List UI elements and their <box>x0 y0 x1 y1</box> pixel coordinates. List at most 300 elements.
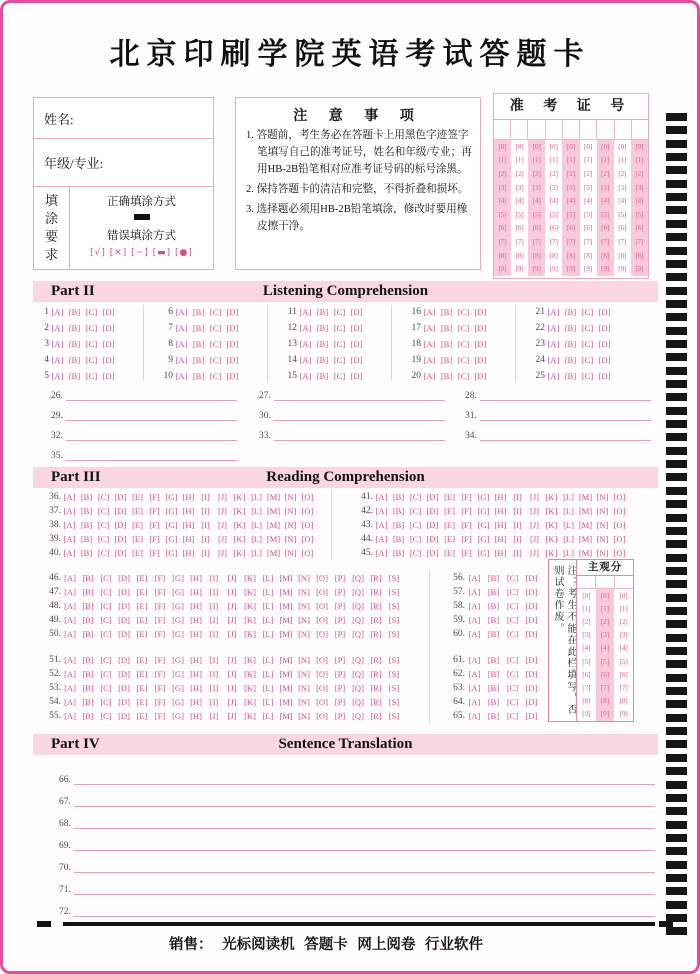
bubble-2-D[interactable]: [D] <box>102 323 115 333</box>
bubble-52-C[interactable]: [C] <box>100 669 112 679</box>
adm-col2-digit-6[interactable]: [6] <box>515 224 524 233</box>
bubble-43-K[interactable]: [K] <box>545 520 558 530</box>
bubble-47-P[interactable]: [P] <box>334 587 346 597</box>
bubble-48-N[interactable]: [N] <box>298 601 310 611</box>
bubble-55-G[interactable]: [G] <box>172 711 184 721</box>
bubble-43-H[interactable]: [H] <box>494 520 507 530</box>
answer-line-26[interactable] <box>66 400 237 401</box>
answer-line-70[interactable] <box>74 872 655 873</box>
bubble-39-C[interactable]: [C] <box>97 534 110 544</box>
bubble-52-I[interactable]: [I] <box>209 669 219 679</box>
bubble-51-L[interactable]: [L] <box>262 655 274 665</box>
bubble-52-G[interactable]: [G] <box>172 669 184 679</box>
bubble-36-F[interactable]: [F] <box>149 492 160 502</box>
subj-col3-digit-4[interactable]: [4] <box>619 644 628 653</box>
bubble-53-A[interactable]: [A] <box>64 683 76 693</box>
bubble-17-C[interactable]: [C] <box>457 323 470 333</box>
bubble-45-A[interactable]: [A] <box>375 548 388 558</box>
bubble-21-D[interactable]: [D] <box>598 307 611 317</box>
bubble-37-M[interactable]: [M] <box>266 506 281 516</box>
bubble-3-C[interactable]: [C] <box>85 339 98 349</box>
bubble-46-O[interactable]: [O] <box>316 573 328 583</box>
bubble-47-L[interactable]: [L] <box>262 587 274 597</box>
adm-write-cell-1[interactable] <box>494 120 511 139</box>
bubble-50-I[interactable]: [I] <box>209 629 219 639</box>
bubble-16-C[interactable]: [C] <box>457 307 470 317</box>
subj-col2-digit-1[interactable]: [1] <box>600 604 610 613</box>
bubble-25-A[interactable]: [A] <box>547 371 560 381</box>
subj-col1-digit-4[interactable]: [4] <box>582 644 591 653</box>
bubble-55-C[interactable]: [C] <box>100 711 112 721</box>
bubble-52-B[interactable]: [B] <box>82 669 94 679</box>
bubble-42-B[interactable]: [B] <box>392 506 405 516</box>
bubble-42-C[interactable]: [C] <box>409 506 422 516</box>
answer-line-68[interactable] <box>74 828 655 829</box>
bubble-14-A[interactable]: [A] <box>299 355 312 365</box>
bubble-21-B[interactable]: [B] <box>564 307 577 317</box>
adm-write-cell-6[interactable] <box>580 120 597 139</box>
bubble-19-C[interactable]: [C] <box>457 355 470 365</box>
bubble-54-Q[interactable]: [Q] <box>352 697 364 707</box>
bubble-55-N[interactable]: [N] <box>298 711 310 721</box>
bubble-11-A[interactable]: [A] <box>299 307 312 317</box>
bubble-49-J[interactable]: [J] <box>227 615 237 625</box>
bubble-48-A[interactable]: [A] <box>64 601 76 611</box>
adm-col4-digit-8[interactable]: [8] <box>549 251 558 260</box>
bubble-55-J[interactable]: [J] <box>227 711 237 721</box>
bubble-56-A[interactable]: [A] <box>468 573 481 583</box>
bubble-53-M[interactable]: [M] <box>279 683 293 693</box>
bubble-37-O[interactable]: [O] <box>301 506 314 516</box>
adm-col6-digit-7[interactable]: [7] <box>584 237 593 246</box>
bubble-52-J[interactable]: [J] <box>227 669 237 679</box>
bubble-47-R[interactable]: [R] <box>370 587 382 597</box>
bubble-64-C[interactable]: [C] <box>506 697 519 707</box>
bubble-47-B[interactable]: [B] <box>82 587 94 597</box>
bubble-42-E[interactable]: [E] <box>444 506 455 516</box>
bubble-61-A[interactable]: [A] <box>468 655 481 665</box>
bubble-44-C[interactable]: [C] <box>409 534 422 544</box>
bubble-47-C[interactable]: [C] <box>100 587 112 597</box>
bubble-46-N[interactable]: [N] <box>298 573 310 583</box>
bubble-48-E[interactable]: [E] <box>136 601 148 611</box>
bubble-40-N[interactable]: [N] <box>284 548 297 558</box>
adm-col2-digit-0[interactable]: [0] <box>515 142 524 151</box>
bubble-41-O[interactable]: [O] <box>613 492 626 502</box>
bubble-38-A[interactable]: [A] <box>63 520 76 530</box>
bubble-17-B[interactable]: [B] <box>440 323 453 333</box>
bubble-11-D[interactable]: [D] <box>350 307 363 317</box>
subj-col1-digit-8[interactable]: [8] <box>582 697 591 706</box>
adm-col8-digit-9[interactable]: [9] <box>618 265 627 274</box>
bubble-12-B[interactable]: [B] <box>316 323 329 333</box>
name-field[interactable] <box>34 98 213 139</box>
adm-col6-digit-1[interactable]: [1] <box>584 156 593 165</box>
bubble-44-O[interactable]: [O] <box>613 534 626 544</box>
bubble-41-J[interactable]: [J] <box>530 492 539 502</box>
bubble-25-C[interactable]: [C] <box>581 371 594 381</box>
bubble-19-D[interactable]: [D] <box>474 355 487 365</box>
bubble-65-A[interactable]: [A] <box>468 711 481 721</box>
adm-col9-digit-1[interactable]: [1] <box>635 156 644 165</box>
bubble-56-B[interactable]: [B] <box>487 573 500 583</box>
bubble-59-B[interactable]: [B] <box>487 615 500 625</box>
subj-write-cell-2[interactable] <box>596 576 615 588</box>
subj-col1-digit-5[interactable]: [5] <box>582 657 591 666</box>
bubble-46-R[interactable]: [R] <box>370 573 382 583</box>
subj-col1-digit-3[interactable]: [3] <box>582 631 591 640</box>
bubble-50-N[interactable]: [N] <box>298 629 310 639</box>
adm-col1-digit-5[interactable]: [5] <box>498 210 507 219</box>
bubble-60-A[interactable]: [A] <box>468 629 481 639</box>
bubble-39-D[interactable]: [D] <box>114 534 127 544</box>
bubble-40-C[interactable]: [C] <box>97 548 110 558</box>
bubble-54-F[interactable]: [F] <box>154 697 166 707</box>
bubble-49-R[interactable]: [R] <box>370 615 382 625</box>
bubble-61-B[interactable]: [B] <box>487 655 500 665</box>
bubble-48-Q[interactable]: [Q] <box>352 601 364 611</box>
adm-col8-digit-2[interactable]: [2] <box>618 169 627 178</box>
bubble-46-D[interactable]: [D] <box>118 573 130 583</box>
bubble-44-D[interactable]: [D] <box>426 534 439 544</box>
adm-write-cell-8[interactable] <box>615 120 632 139</box>
bubble-54-H[interactable]: [H] <box>190 697 202 707</box>
bubble-36-N[interactable]: [N] <box>284 492 297 502</box>
subj-col2-digit-2[interactable]: [2] <box>600 618 610 626</box>
bubble-17-D[interactable]: [D] <box>474 323 487 333</box>
bubble-60-C[interactable]: [C] <box>506 629 519 639</box>
bubble-52-P[interactable]: [P] <box>334 669 346 679</box>
adm-col3-digit-8[interactable]: [8] <box>532 251 541 260</box>
adm-col3-digit-5[interactable]: [5] <box>532 210 541 219</box>
bubble-38-B[interactable]: [B] <box>80 520 93 530</box>
adm-col6-digit-5[interactable]: [5] <box>584 210 593 219</box>
bubble-64-B[interactable]: [B] <box>487 697 500 707</box>
adm-col1-digit-7[interactable]: [7] <box>498 237 507 246</box>
bubble-6-D[interactable]: [D] <box>226 307 239 317</box>
bubble-43-E[interactable]: [E] <box>444 520 455 530</box>
adm-col4-digit-2[interactable]: [2] <box>549 169 558 178</box>
bubble-55-Q[interactable]: [Q] <box>352 711 364 721</box>
bubble-58-A[interactable]: [A] <box>468 601 481 611</box>
adm-col4-digit-1[interactable]: [1] <box>549 156 558 165</box>
bubble-39-F[interactable]: [F] <box>149 534 160 544</box>
bubble-44-N[interactable]: [N] <box>596 534 609 544</box>
bubble-45-H[interactable]: [H] <box>494 548 507 558</box>
bubble-62-D[interactable]: [D] <box>525 669 538 679</box>
subj-col2-digit-5[interactable]: [5] <box>600 657 610 666</box>
bubble-47-M[interactable]: [M] <box>279 587 293 597</box>
bubble-14-D[interactable]: [D] <box>350 355 363 365</box>
bubble-43-B[interactable]: [B] <box>392 520 405 530</box>
bubble-41-G[interactable]: [G] <box>477 492 490 502</box>
bubble-44-L[interactable]: [L] <box>563 534 574 544</box>
bubble-52-H[interactable]: [H] <box>190 669 202 679</box>
bubble-55-S[interactable]: [S] <box>388 711 400 721</box>
bubble-36-C[interactable]: [C] <box>97 492 110 502</box>
bubble-42-J[interactable]: [J] <box>530 506 539 516</box>
bubble-53-D[interactable]: [D] <box>118 683 130 693</box>
bubble-39-N[interactable]: [N] <box>284 534 297 544</box>
bubble-38-G[interactable]: [G] <box>165 520 178 530</box>
bubble-4-D[interactable]: [D] <box>102 355 115 365</box>
adm-col5-digit-6[interactable]: [6] <box>566 224 576 233</box>
subj-col3-digit-3[interactable]: [3] <box>619 631 628 640</box>
bubble-50-M[interactable]: [M] <box>279 629 293 639</box>
adm-col6-digit-3[interactable]: [3] <box>584 183 593 192</box>
bubble-54-S[interactable]: [S] <box>388 697 400 707</box>
adm-col8-digit-6[interactable]: [6] <box>618 224 627 233</box>
bubble-54-E[interactable]: [E] <box>136 697 148 707</box>
bubble-41-A[interactable]: [A] <box>375 492 388 502</box>
bubble-52-A[interactable]: [A] <box>64 669 76 679</box>
bubble-43-C[interactable]: [C] <box>409 520 422 530</box>
bubble-13-D[interactable]: [D] <box>350 339 363 349</box>
bubble-42-M[interactable]: [M] <box>578 506 593 516</box>
bubble-51-S[interactable]: [S] <box>388 655 400 665</box>
bubble-43-D[interactable]: [D] <box>426 520 439 530</box>
subj-col2-digit-8[interactable]: [8] <box>600 697 610 706</box>
bubble-41-I[interactable]: [I] <box>513 492 522 502</box>
bubble-46-H[interactable]: [H] <box>190 573 202 583</box>
bubble-41-E[interactable]: [E] <box>444 492 455 502</box>
answer-line-69[interactable] <box>74 850 655 851</box>
bubble-40-F[interactable]: [F] <box>149 548 160 558</box>
adm-col9-digit-0[interactable]: [0] <box>635 142 644 151</box>
bubble-38-J[interactable]: [J] <box>218 520 227 530</box>
adm-col7-digit-4[interactable]: [4] <box>601 197 610 206</box>
bubble-51-R[interactable]: [R] <box>370 655 382 665</box>
bubble-44-M[interactable]: [M] <box>578 534 593 544</box>
answer-line-27[interactable] <box>274 400 445 401</box>
answer-line-72[interactable] <box>74 916 655 917</box>
bubble-53-B[interactable]: [B] <box>82 683 94 693</box>
bubble-36-A[interactable]: [A] <box>63 492 76 502</box>
bubble-41-M[interactable]: [M] <box>578 492 593 502</box>
bubble-38-E[interactable]: [E] <box>132 520 143 530</box>
bubble-65-C[interactable]: [C] <box>506 711 519 721</box>
subj-col3-digit-9[interactable]: [9] <box>619 710 628 719</box>
bubble-38-K[interactable]: [K] <box>233 520 246 530</box>
bubble-16-A[interactable]: [A] <box>423 307 436 317</box>
bubble-52-O[interactable]: [O] <box>316 669 328 679</box>
bubble-49-A[interactable]: [A] <box>64 615 76 625</box>
bubble-54-O[interactable]: [O] <box>316 697 328 707</box>
bubble-24-C[interactable]: [C] <box>581 355 594 365</box>
adm-col5-digit-4[interactable]: [4] <box>566 197 576 206</box>
adm-col2-digit-1[interactable]: [1] <box>515 156 524 165</box>
bubble-37-L[interactable]: [L] <box>251 506 262 516</box>
bubble-36-M[interactable]: [M] <box>266 492 281 502</box>
bubble-36-K[interactable]: [K] <box>233 492 246 502</box>
subj-col2-digit-0[interactable]: [0] <box>600 591 610 600</box>
adm-col6-digit-4[interactable]: [4] <box>584 197 593 206</box>
bubble-55-I[interactable]: [I] <box>209 711 219 721</box>
bubble-46-M[interactable]: [M] <box>279 573 293 583</box>
bubble-42-L[interactable]: [L] <box>563 506 574 516</box>
bubble-53-K[interactable]: [K] <box>244 683 256 693</box>
adm-col3-digit-4[interactable]: [4] <box>532 197 541 206</box>
adm-col6-digit-2[interactable]: [2] <box>584 169 593 178</box>
bubble-46-E[interactable]: [E] <box>136 573 148 583</box>
adm-col4-digit-3[interactable]: [3] <box>549 183 558 192</box>
bubble-49-I[interactable]: [I] <box>209 615 219 625</box>
bubble-24-D[interactable]: [D] <box>598 355 611 365</box>
bubble-48-C[interactable]: [C] <box>100 601 112 611</box>
answer-line-31[interactable] <box>480 420 651 421</box>
grade-major-field[interactable] <box>34 139 213 187</box>
bubble-23-B[interactable]: [B] <box>564 339 577 349</box>
bubble-55-H[interactable]: [H] <box>190 711 202 721</box>
bubble-62-B[interactable]: [B] <box>487 669 500 679</box>
bubble-46-B[interactable]: [B] <box>82 573 94 583</box>
adm-write-cell-4[interactable] <box>546 120 563 139</box>
bubble-21-A[interactable]: [A] <box>547 307 560 317</box>
bubble-53-L[interactable]: [L] <box>262 683 274 693</box>
bubble-41-H[interactable]: [H] <box>494 492 507 502</box>
bubble-18-C[interactable]: [C] <box>457 339 470 349</box>
bubble-51-D[interactable]: [D] <box>118 655 130 665</box>
answer-line-28[interactable] <box>480 400 651 401</box>
bubble-52-F[interactable]: [F] <box>154 669 166 679</box>
bubble-37-J[interactable]: [J] <box>218 506 227 516</box>
bubble-54-D[interactable]: [D] <box>118 697 130 707</box>
bubble-55-K[interactable]: [K] <box>244 711 256 721</box>
bubble-10-B[interactable]: [B] <box>192 371 205 381</box>
subj-col2-digit-4[interactable]: [4] <box>600 644 610 653</box>
bubble-50-R[interactable]: [R] <box>370 629 382 639</box>
bubble-9-C[interactable]: [C] <box>209 355 222 365</box>
bubble-52-N[interactable]: [N] <box>298 669 310 679</box>
bubble-15-D[interactable]: [D] <box>350 371 363 381</box>
bubble-55-L[interactable]: [L] <box>262 711 274 721</box>
bubble-42-A[interactable]: [A] <box>375 506 388 516</box>
bubble-18-A[interactable]: [A] <box>423 339 436 349</box>
bubble-53-C[interactable]: [C] <box>100 683 112 693</box>
adm-col5-digit-9[interactable]: [9] <box>566 265 576 274</box>
bubble-49-B[interactable]: [B] <box>82 615 94 625</box>
adm-col4-digit-7[interactable]: [7] <box>549 237 558 246</box>
bubble-42-H[interactable]: [H] <box>494 506 507 516</box>
bubble-48-G[interactable]: [G] <box>172 601 184 611</box>
bubble-36-L[interactable]: [L] <box>251 492 262 502</box>
adm-col6-digit-8[interactable]: [8] <box>584 251 593 260</box>
adm-col5-digit-3[interactable]: [3] <box>566 183 576 192</box>
bubble-20-B[interactable]: [B] <box>440 371 453 381</box>
bubble-42-D[interactable]: [D] <box>426 506 439 516</box>
bubble-15-A[interactable]: [A] <box>299 371 312 381</box>
adm-col7-digit-5[interactable]: [5] <box>601 210 610 219</box>
bubble-57-D[interactable]: [D] <box>525 587 538 597</box>
bubble-51-K[interactable]: [K] <box>244 655 256 665</box>
adm-col5-digit-2[interactable]: [2] <box>566 169 576 178</box>
bubble-40-M[interactable]: [M] <box>266 548 281 558</box>
bubble-54-R[interactable]: [R] <box>370 697 382 707</box>
bubble-47-O[interactable]: [O] <box>316 587 328 597</box>
adm-col1-digit-1[interactable]: [1] <box>498 156 507 165</box>
bubble-23-A[interactable]: [A] <box>547 339 560 349</box>
bubble-17-A[interactable]: [A] <box>423 323 436 333</box>
bubble-55-E[interactable]: [E] <box>136 711 148 721</box>
bubble-8-B[interactable]: [B] <box>192 339 205 349</box>
bubble-48-D[interactable]: [D] <box>118 601 130 611</box>
bubble-46-K[interactable]: [K] <box>244 573 256 583</box>
bubble-46-F[interactable]: [F] <box>154 573 166 583</box>
adm-col9-digit-9[interactable]: [9] <box>635 265 644 274</box>
adm-col2-digit-4[interactable]: [4] <box>515 197 524 206</box>
bubble-10-A[interactable]: [A] <box>175 371 188 381</box>
adm-col7-digit-8[interactable]: [8] <box>601 251 610 260</box>
bubble-50-P[interactable]: [P] <box>334 629 346 639</box>
bubble-40-G[interactable]: [G] <box>165 548 178 558</box>
adm-col1-digit-8[interactable]: [8] <box>498 251 507 260</box>
bubble-42-I[interactable]: [I] <box>513 506 522 516</box>
bubble-43-N[interactable]: [N] <box>596 520 609 530</box>
bubble-43-J[interactable]: [J] <box>530 520 539 530</box>
subj-write-cell-1[interactable] <box>577 576 596 588</box>
bubble-54-M[interactable]: [M] <box>279 697 293 707</box>
adm-col8-digit-1[interactable]: [1] <box>618 156 627 165</box>
adm-col9-digit-8[interactable]: [8] <box>635 251 644 260</box>
bubble-53-E[interactable]: [E] <box>136 683 148 693</box>
bubble-40-O[interactable]: [O] <box>301 548 314 558</box>
bubble-45-E[interactable]: [E] <box>444 548 455 558</box>
bubble-53-I[interactable]: [I] <box>209 683 219 693</box>
subj-col3-digit-5[interactable]: [5] <box>619 657 628 666</box>
subj-col1-digit-6[interactable]: [6] <box>582 670 591 679</box>
bubble-41-K[interactable]: [K] <box>545 492 558 502</box>
bubble-7-B[interactable]: [B] <box>192 323 205 333</box>
bubble-20-C[interactable]: [C] <box>457 371 470 381</box>
bubble-55-R[interactable]: [R] <box>370 711 382 721</box>
adm-col9-digit-2[interactable]: [2] <box>635 169 644 178</box>
subj-col3-digit-8[interactable]: [8] <box>619 697 628 706</box>
bubble-43-L[interactable]: [L] <box>563 520 574 530</box>
bubble-48-I[interactable]: [I] <box>209 601 219 611</box>
subj-col1-digit-2[interactable]: [2] <box>582 618 591 626</box>
adm-col7-digit-1[interactable]: [1] <box>601 156 610 165</box>
bubble-52-L[interactable]: [L] <box>262 669 274 679</box>
bubble-18-D[interactable]: [D] <box>474 339 487 349</box>
bubble-46-L[interactable]: [L] <box>262 573 274 583</box>
bubble-56-C[interactable]: [C] <box>506 573 519 583</box>
answer-line-30[interactable] <box>274 420 445 421</box>
bubble-48-J[interactable]: [J] <box>227 601 237 611</box>
bubble-37-K[interactable]: [K] <box>233 506 246 516</box>
bubble-51-M[interactable]: [M] <box>279 655 293 665</box>
bubble-56-D[interactable]: [D] <box>525 573 538 583</box>
bubble-59-A[interactable]: [A] <box>468 615 481 625</box>
bubble-51-P[interactable]: [P] <box>334 655 346 665</box>
answer-line-66[interactable] <box>74 784 655 785</box>
bubble-50-G[interactable]: [G] <box>172 629 184 639</box>
subj-col1-digit-1[interactable]: [1] <box>582 604 591 613</box>
adm-col8-digit-7[interactable]: [7] <box>618 237 627 246</box>
bubble-19-A[interactable]: [A] <box>423 355 436 365</box>
bubble-38-D[interactable]: [D] <box>114 520 127 530</box>
bubble-40-D[interactable]: [D] <box>114 548 127 558</box>
bubble-49-P[interactable]: [P] <box>334 615 346 625</box>
adm-col2-digit-8[interactable]: [8] <box>515 251 524 260</box>
bubble-63-D[interactable]: [D] <box>525 683 538 693</box>
bubble-48-H[interactable]: [H] <box>190 601 202 611</box>
bubble-6-A[interactable]: [A] <box>175 307 188 317</box>
bubble-39-O[interactable]: [O] <box>301 534 314 544</box>
adm-col1-digit-2[interactable]: [2] <box>498 169 507 178</box>
bubble-53-Q[interactable]: [Q] <box>352 683 364 693</box>
subj-col1-digit-9[interactable]: [9] <box>582 710 591 719</box>
bubble-51-Q[interactable]: [Q] <box>352 655 364 665</box>
